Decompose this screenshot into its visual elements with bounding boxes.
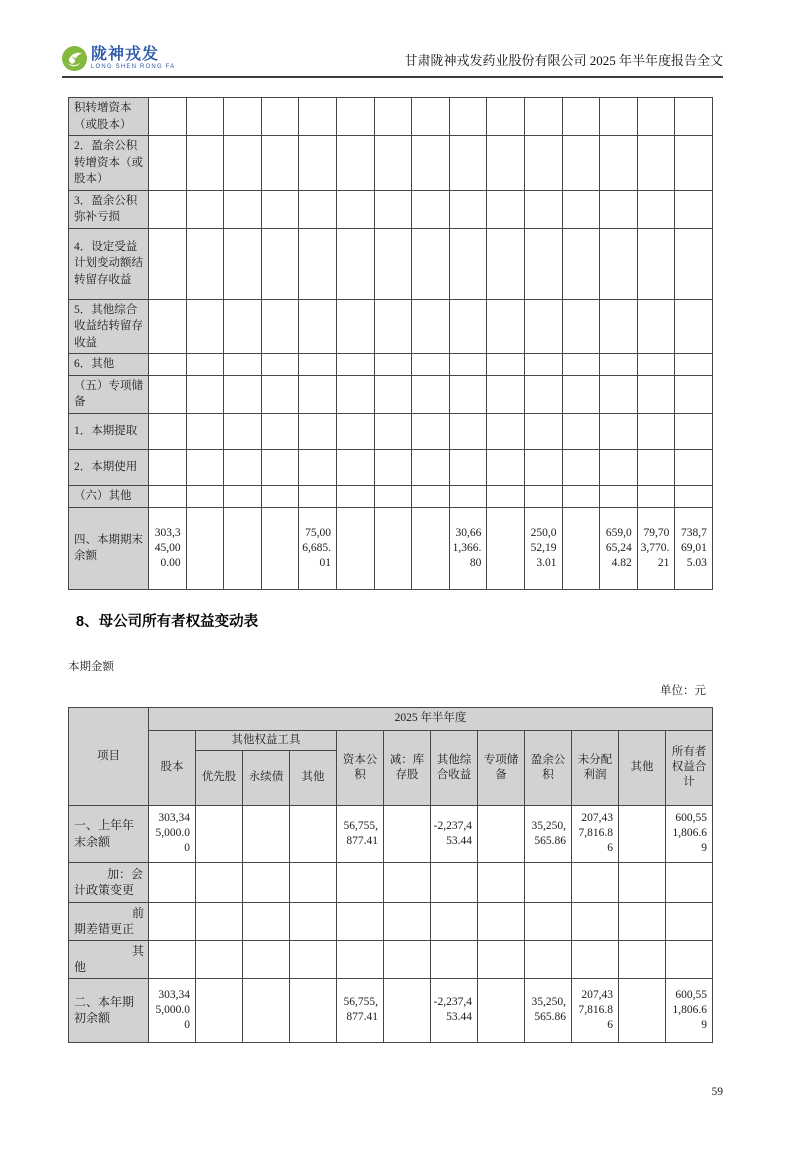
period-header: 2025 年半年度 — [149, 707, 713, 730]
empty-cell — [562, 190, 600, 228]
empty-cell — [675, 485, 713, 507]
empty-cell — [186, 375, 224, 413]
empty-cell — [336, 413, 374, 449]
empty-cell — [299, 375, 337, 413]
empty-cell — [149, 299, 187, 354]
empty-cell — [299, 354, 337, 376]
empty-cell — [562, 98, 600, 136]
row-label: 二、本年期初余额 — [69, 978, 149, 1042]
empty-cell — [487, 413, 525, 449]
empty-cell — [149, 136, 187, 191]
column-header-oci: 其他综合收益 — [431, 730, 478, 805]
empty-cell — [149, 98, 187, 136]
amount-cell: 35,250,565.86 — [525, 805, 572, 862]
empty-cell — [186, 354, 224, 376]
column-header-capital-reserve: 资本公积 — [337, 730, 384, 805]
empty-cell — [149, 375, 187, 413]
amount-cell: 250,052,193.01 — [524, 507, 562, 589]
empty-cell — [374, 228, 412, 299]
amount-cell: -2,237,453.44 — [431, 805, 478, 862]
empty-cell — [384, 978, 431, 1042]
empty-cell — [336, 136, 374, 191]
empty-cell — [524, 354, 562, 376]
parent-equity-table — [68, 707, 713, 1043]
table-row — [69, 485, 713, 507]
empty-cell — [562, 354, 600, 376]
empty-cell — [243, 940, 290, 978]
amount-cell: 75,006,685.01 — [299, 507, 337, 589]
table-row — [69, 940, 713, 978]
empty-cell — [261, 413, 299, 449]
empty-cell — [431, 940, 478, 978]
empty-cell — [384, 940, 431, 978]
empty-cell — [412, 136, 450, 191]
empty-cell — [149, 190, 187, 228]
company-logo — [62, 46, 175, 71]
empty-cell — [524, 228, 562, 299]
empty-cell — [675, 98, 713, 136]
empty-cell — [224, 375, 262, 413]
empty-cell — [261, 354, 299, 376]
empty-cell — [449, 136, 487, 191]
row-label: 6．其他 — [69, 354, 149, 376]
empty-cell — [374, 190, 412, 228]
row-label: 加：会计政策变更 — [69, 862, 149, 902]
empty-cell — [487, 354, 525, 376]
empty-cell — [572, 862, 619, 902]
row-label: 四、本期期末余额 — [69, 507, 149, 589]
row-label: 2．盈余公积转增资本（或股本） — [69, 136, 149, 191]
table-row — [69, 507, 713, 589]
empty-cell — [196, 805, 243, 862]
empty-cell — [637, 485, 675, 507]
unit-label: 单位：元 — [660, 684, 706, 697]
empty-cell — [449, 354, 487, 376]
section-heading: 8、母公司所有者权益变动表 — [76, 613, 259, 630]
empty-cell — [487, 299, 525, 354]
empty-cell — [243, 978, 290, 1042]
empty-cell — [336, 485, 374, 507]
empty-cell — [666, 940, 713, 978]
row-label: 4．设定受益计划变动额结转留存收益 — [69, 228, 149, 299]
empty-cell — [186, 485, 224, 507]
empty-cell — [374, 136, 412, 191]
column-header-preferred-stock: 优先股 — [196, 750, 243, 805]
empty-cell — [562, 485, 600, 507]
empty-cell — [374, 413, 412, 449]
empty-cell — [449, 190, 487, 228]
empty-cell — [412, 375, 450, 413]
empty-cell — [637, 228, 675, 299]
empty-cell — [562, 449, 600, 485]
empty-cell — [487, 449, 525, 485]
empty-cell — [478, 862, 525, 902]
empty-cell — [478, 902, 525, 940]
empty-cell — [374, 299, 412, 354]
empty-cell — [600, 413, 638, 449]
empty-cell — [524, 136, 562, 191]
page-header — [62, 46, 723, 78]
empty-cell — [412, 299, 450, 354]
empty-cell — [487, 375, 525, 413]
empty-cell — [224, 136, 262, 191]
current-period-label: 本期金额 — [68, 660, 114, 673]
table-row — [69, 299, 713, 354]
table-row — [69, 978, 713, 1042]
column-header-share-capital: 股本 — [149, 730, 196, 805]
empty-cell — [412, 413, 450, 449]
empty-cell — [572, 902, 619, 940]
row-label: 5．其他综合收益结转留存收益 — [69, 299, 149, 354]
empty-cell — [149, 449, 187, 485]
empty-cell — [149, 862, 196, 902]
empty-cell — [619, 940, 666, 978]
empty-cell — [524, 299, 562, 354]
empty-cell — [299, 136, 337, 191]
empty-cell — [149, 354, 187, 376]
empty-cell — [487, 507, 525, 589]
empty-cell — [412, 190, 450, 228]
empty-cell — [290, 805, 337, 862]
empty-cell — [186, 98, 224, 136]
empty-cell — [675, 136, 713, 191]
empty-cell — [412, 485, 450, 507]
empty-cell — [487, 485, 525, 507]
column-header-surplus-reserve: 盈余公积 — [525, 730, 572, 805]
table-row — [69, 862, 713, 902]
empty-cell — [384, 862, 431, 902]
empty-cell — [637, 190, 675, 228]
empty-cell — [336, 98, 374, 136]
empty-cell — [149, 413, 187, 449]
table-row — [69, 805, 713, 862]
empty-cell — [149, 228, 187, 299]
empty-cell — [186, 449, 224, 485]
empty-cell — [186, 413, 224, 449]
empty-cell — [675, 190, 713, 228]
empty-cell — [524, 98, 562, 136]
empty-cell — [666, 902, 713, 940]
empty-cell — [431, 902, 478, 940]
amount-cell: 35,250,565.86 — [525, 978, 572, 1042]
empty-cell — [600, 354, 638, 376]
empty-cell — [261, 299, 299, 354]
empty-cell — [224, 299, 262, 354]
empty-cell — [449, 299, 487, 354]
empty-cell — [299, 190, 337, 228]
empty-cell — [374, 449, 412, 485]
empty-cell — [449, 228, 487, 299]
empty-cell — [600, 485, 638, 507]
empty-cell — [336, 354, 374, 376]
empty-cell — [619, 978, 666, 1042]
brand-name: 陇神戎发 — [91, 46, 160, 63]
empty-cell — [336, 375, 374, 413]
empty-cell — [337, 940, 384, 978]
empty-cell — [525, 902, 572, 940]
empty-cell — [336, 190, 374, 228]
empty-cell — [336, 449, 374, 485]
empty-cell — [637, 413, 675, 449]
empty-cell — [299, 228, 337, 299]
column-header-other-sub: 其他 — [290, 750, 337, 805]
empty-cell — [637, 375, 675, 413]
empty-cell — [243, 805, 290, 862]
column-header-special-reserve: 专项储备 — [478, 730, 525, 805]
empty-cell — [261, 136, 299, 191]
empty-cell — [675, 299, 713, 354]
empty-cell — [261, 507, 299, 589]
table-row — [69, 375, 713, 413]
empty-cell — [261, 228, 299, 299]
empty-cell — [412, 449, 450, 485]
table-row — [69, 228, 713, 299]
empty-cell — [196, 978, 243, 1042]
row-label: （六）其他 — [69, 485, 149, 507]
empty-cell — [478, 940, 525, 978]
table-row — [69, 413, 713, 449]
empty-cell — [299, 449, 337, 485]
empty-cell — [374, 98, 412, 136]
empty-cell — [299, 485, 337, 507]
empty-cell — [243, 902, 290, 940]
empty-cell — [637, 299, 675, 354]
empty-cell — [666, 862, 713, 902]
empty-cell — [374, 375, 412, 413]
empty-cell — [600, 449, 638, 485]
empty-cell — [637, 136, 675, 191]
empty-cell — [299, 413, 337, 449]
empty-cell — [299, 98, 337, 136]
empty-cell — [449, 449, 487, 485]
empty-cell — [487, 228, 525, 299]
empty-cell — [224, 98, 262, 136]
empty-cell — [600, 299, 638, 354]
empty-cell — [525, 940, 572, 978]
row-label: 1．本期提取 — [69, 413, 149, 449]
row-label: 其他 — [69, 940, 149, 978]
empty-cell — [374, 507, 412, 589]
empty-cell — [562, 228, 600, 299]
row-label: 3．盈余公积弥补亏损 — [69, 190, 149, 228]
empty-cell — [224, 507, 262, 589]
empty-cell — [449, 375, 487, 413]
empty-cell — [186, 299, 224, 354]
empty-cell — [572, 940, 619, 978]
empty-cell — [186, 136, 224, 191]
amount-cell: 600,551,806.69 — [666, 805, 713, 862]
empty-cell — [186, 228, 224, 299]
empty-cell — [487, 190, 525, 228]
empty-cell — [449, 485, 487, 507]
empty-cell — [675, 228, 713, 299]
empty-cell — [186, 507, 224, 589]
empty-cell — [224, 413, 262, 449]
empty-cell — [449, 98, 487, 136]
table-row — [69, 136, 713, 191]
column-header-total-equity: 所有者权益合计 — [666, 730, 713, 805]
row-label: 一、上年年末余额 — [69, 805, 149, 862]
column-header-other-equity-instruments: 其他权益工具 — [196, 730, 337, 750]
table-row — [69, 190, 713, 228]
amount-cell: 659,065,244.82 — [600, 507, 638, 589]
empty-cell — [487, 98, 525, 136]
empty-cell — [186, 190, 224, 228]
empty-cell — [478, 805, 525, 862]
empty-cell — [487, 136, 525, 191]
empty-cell — [637, 98, 675, 136]
empty-cell — [637, 449, 675, 485]
empty-cell — [562, 507, 600, 589]
empty-cell — [261, 449, 299, 485]
amount-cell: 303,345,000.00 — [149, 805, 196, 862]
empty-cell — [224, 190, 262, 228]
empty-cell — [524, 449, 562, 485]
empty-cell — [431, 862, 478, 902]
amount-cell: 79,703,770.21 — [637, 507, 675, 589]
empty-cell — [336, 507, 374, 589]
empty-cell — [336, 299, 374, 354]
table-row — [69, 98, 713, 136]
empty-cell — [637, 354, 675, 376]
empty-cell — [224, 228, 262, 299]
empty-cell — [290, 940, 337, 978]
table-row — [69, 354, 713, 376]
empty-cell — [562, 375, 600, 413]
empty-cell — [384, 805, 431, 862]
amount-cell: 207,437,816.86 — [572, 978, 619, 1042]
table-header-row — [69, 707, 713, 730]
amount-cell: 303,345,000.00 — [149, 978, 196, 1042]
amount-cell: 56,755,877.41 — [337, 978, 384, 1042]
empty-cell — [374, 354, 412, 376]
empty-cell — [261, 485, 299, 507]
empty-cell — [619, 902, 666, 940]
empty-cell — [619, 862, 666, 902]
amount-cell: 600,551,806.69 — [666, 978, 713, 1042]
empty-cell — [337, 862, 384, 902]
empty-cell — [675, 375, 713, 413]
empty-cell — [675, 413, 713, 449]
empty-cell — [290, 978, 337, 1042]
empty-cell — [336, 228, 374, 299]
empty-cell — [600, 136, 638, 191]
empty-cell — [149, 940, 196, 978]
empty-cell — [224, 485, 262, 507]
row-label: （五）专项储备 — [69, 375, 149, 413]
empty-cell — [675, 449, 713, 485]
empty-cell — [562, 299, 600, 354]
amount-cell: 738,769,015.03 — [675, 507, 713, 589]
logo-bird-icon — [62, 46, 87, 71]
empty-cell — [600, 375, 638, 413]
empty-cell — [449, 413, 487, 449]
empty-cell — [412, 228, 450, 299]
empty-cell — [149, 902, 196, 940]
column-header-less-treasury: 减：库存股 — [384, 730, 431, 805]
amount-cell: 56,755,877.41 — [337, 805, 384, 862]
table-row — [69, 449, 713, 485]
empty-cell — [261, 375, 299, 413]
empty-cell — [412, 354, 450, 376]
empty-cell — [337, 902, 384, 940]
empty-cell — [196, 940, 243, 978]
empty-cell — [524, 413, 562, 449]
empty-cell — [290, 862, 337, 902]
amount-cell: 207,437,816.86 — [572, 805, 619, 862]
empty-cell — [261, 98, 299, 136]
empty-cell — [412, 98, 450, 136]
column-header-retained-profit: 未分配利润 — [572, 730, 619, 805]
table-row — [69, 902, 713, 940]
consolidated-equity-table-continued — [68, 97, 713, 590]
empty-cell — [299, 299, 337, 354]
empty-cell — [412, 507, 450, 589]
empty-cell — [600, 98, 638, 136]
empty-cell — [261, 190, 299, 228]
empty-cell — [196, 902, 243, 940]
empty-cell — [384, 902, 431, 940]
empty-cell — [374, 485, 412, 507]
empty-cell — [290, 902, 337, 940]
empty-cell — [562, 136, 600, 191]
empty-cell — [562, 413, 600, 449]
empty-cell — [224, 449, 262, 485]
empty-cell — [525, 862, 572, 902]
column-header-perpetual-bond: 永续债 — [243, 750, 290, 805]
row-label: 2．本期使用 — [69, 449, 149, 485]
column-header-other: 其他 — [619, 730, 666, 805]
empty-cell — [675, 354, 713, 376]
amount-cell: 303,345,000.00 — [149, 507, 187, 589]
empty-cell — [600, 190, 638, 228]
page-number: 59 — [711, 1086, 723, 1098]
amount-cell: -2,237,453.44 — [431, 978, 478, 1042]
empty-cell — [524, 375, 562, 413]
empty-cell — [243, 862, 290, 902]
empty-cell — [196, 862, 243, 902]
row-label: 前期差错更正 — [69, 902, 149, 940]
empty-cell — [478, 978, 525, 1042]
column-header-item: 项目 — [69, 707, 149, 805]
brand-subtitle: LONG SHEN RONG FA — [91, 64, 176, 70]
empty-cell — [524, 485, 562, 507]
empty-cell — [224, 354, 262, 376]
empty-cell — [619, 805, 666, 862]
empty-cell — [600, 228, 638, 299]
empty-cell — [149, 485, 187, 507]
empty-cell — [524, 190, 562, 228]
report-title: 甘肃陇神戎发药业股份有限公司 2025 年半年度报告全文 — [404, 53, 723, 68]
row-label: 积转增资本（或股本） — [69, 98, 149, 136]
amount-cell: 30,661,366.80 — [449, 507, 487, 589]
table-header-row — [69, 730, 713, 750]
